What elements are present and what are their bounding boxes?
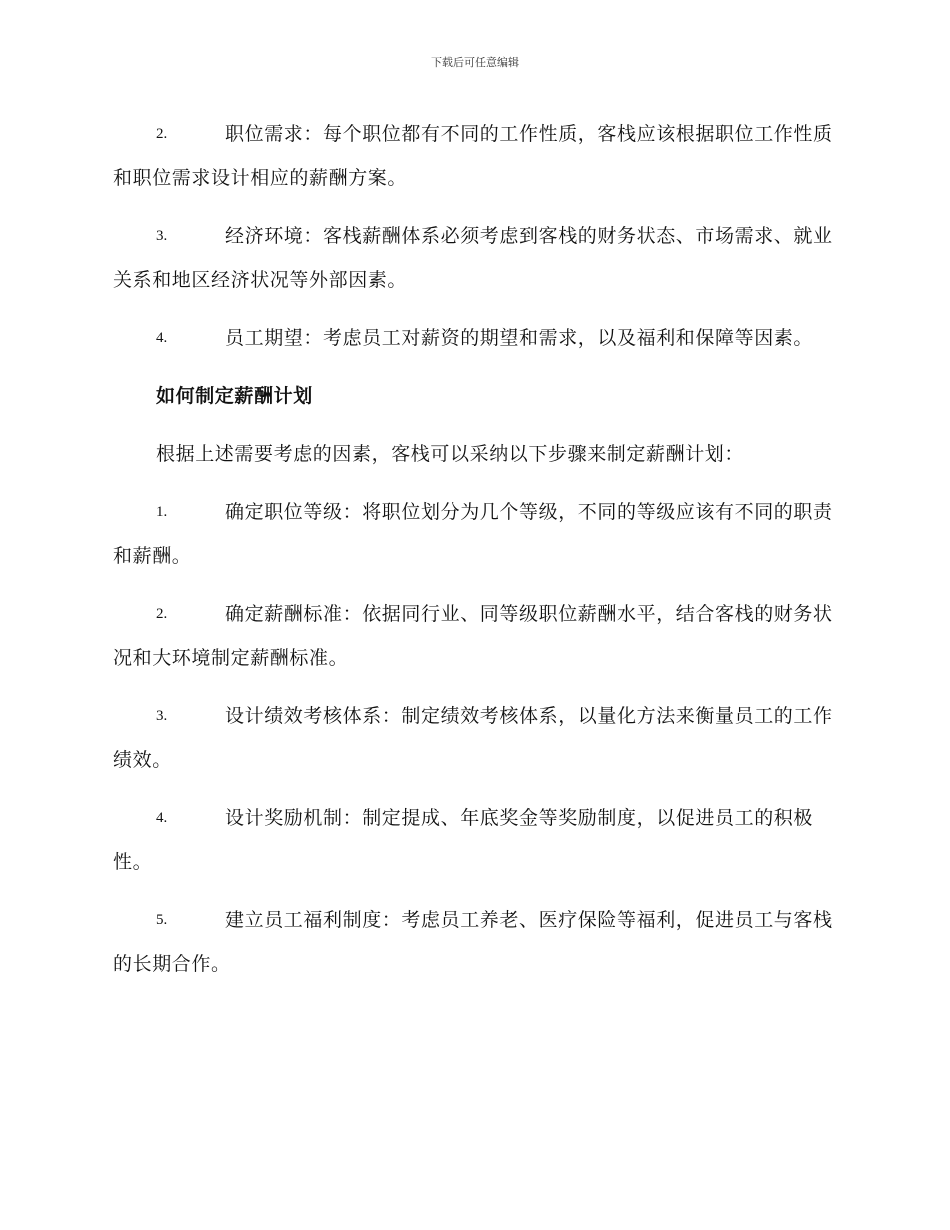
list-text: 经济环境：客栈薪酬体系必须考虑到客栈的财务状态、市场需求、就业关系和地区经济状况等外部因素。 bbox=[113, 225, 833, 291]
list-number: 4. bbox=[156, 330, 168, 346]
list-number: 4. bbox=[156, 810, 168, 826]
list-text: 建立员工福利制度：考虑员工养老、医疗保险等福利，促进员工与客栈的长期合作。 bbox=[113, 909, 833, 975]
section-heading: 如何制定薪酬计划 bbox=[156, 385, 313, 407]
list-text: 职位需求：每个职位都有不同的工作性质，客栈应该根据职位工作性质和职位需求设计相应的薪酬方案。 bbox=[113, 123, 833, 189]
list-item bbox=[113, 316, 835, 360]
list-item bbox=[113, 898, 835, 986]
list-number: 3. bbox=[156, 708, 168, 724]
page-header: 下载后可任意编辑 bbox=[431, 56, 519, 69]
list-item bbox=[113, 796, 835, 884]
list-text: 确定职位等级：将职位划分为几个等级，不同的等级应该有不同的职责和薪酬。 bbox=[113, 501, 833, 567]
list-text: 设计奖励机制：制定提成、年底奖金等奖励制度，以促进员工的积极性。 bbox=[113, 807, 814, 873]
list-number: 3. bbox=[156, 228, 168, 244]
list-text: 员工期望：考虑员工对薪资的期望和需求，以及福利和保障等因素。 bbox=[225, 327, 814, 349]
list-item bbox=[113, 694, 835, 782]
list-number: 1. bbox=[156, 504, 168, 520]
list-item bbox=[113, 592, 835, 680]
list-number: 5. bbox=[156, 912, 168, 928]
list-number: 2. bbox=[156, 126, 168, 142]
list-text: 确定薪酬标准：依据同行业、同等级职位薪酬水平，结合客栈的财务状况和大环境制定薪酬标准。 bbox=[113, 603, 833, 669]
list-item bbox=[113, 490, 835, 578]
list-item bbox=[113, 214, 835, 302]
document-body bbox=[113, 112, 835, 1000]
list-item bbox=[113, 112, 835, 200]
list-text: 设计绩效考核体系：制定绩效考核体系，以量化方法来衡量员工的工作绩效。 bbox=[113, 705, 833, 771]
section-intro: 根据上述需要考虑的因素，客栈可以采纳以下步骤来制定薪酬计划： bbox=[156, 443, 745, 465]
list-number: 2. bbox=[156, 606, 168, 622]
